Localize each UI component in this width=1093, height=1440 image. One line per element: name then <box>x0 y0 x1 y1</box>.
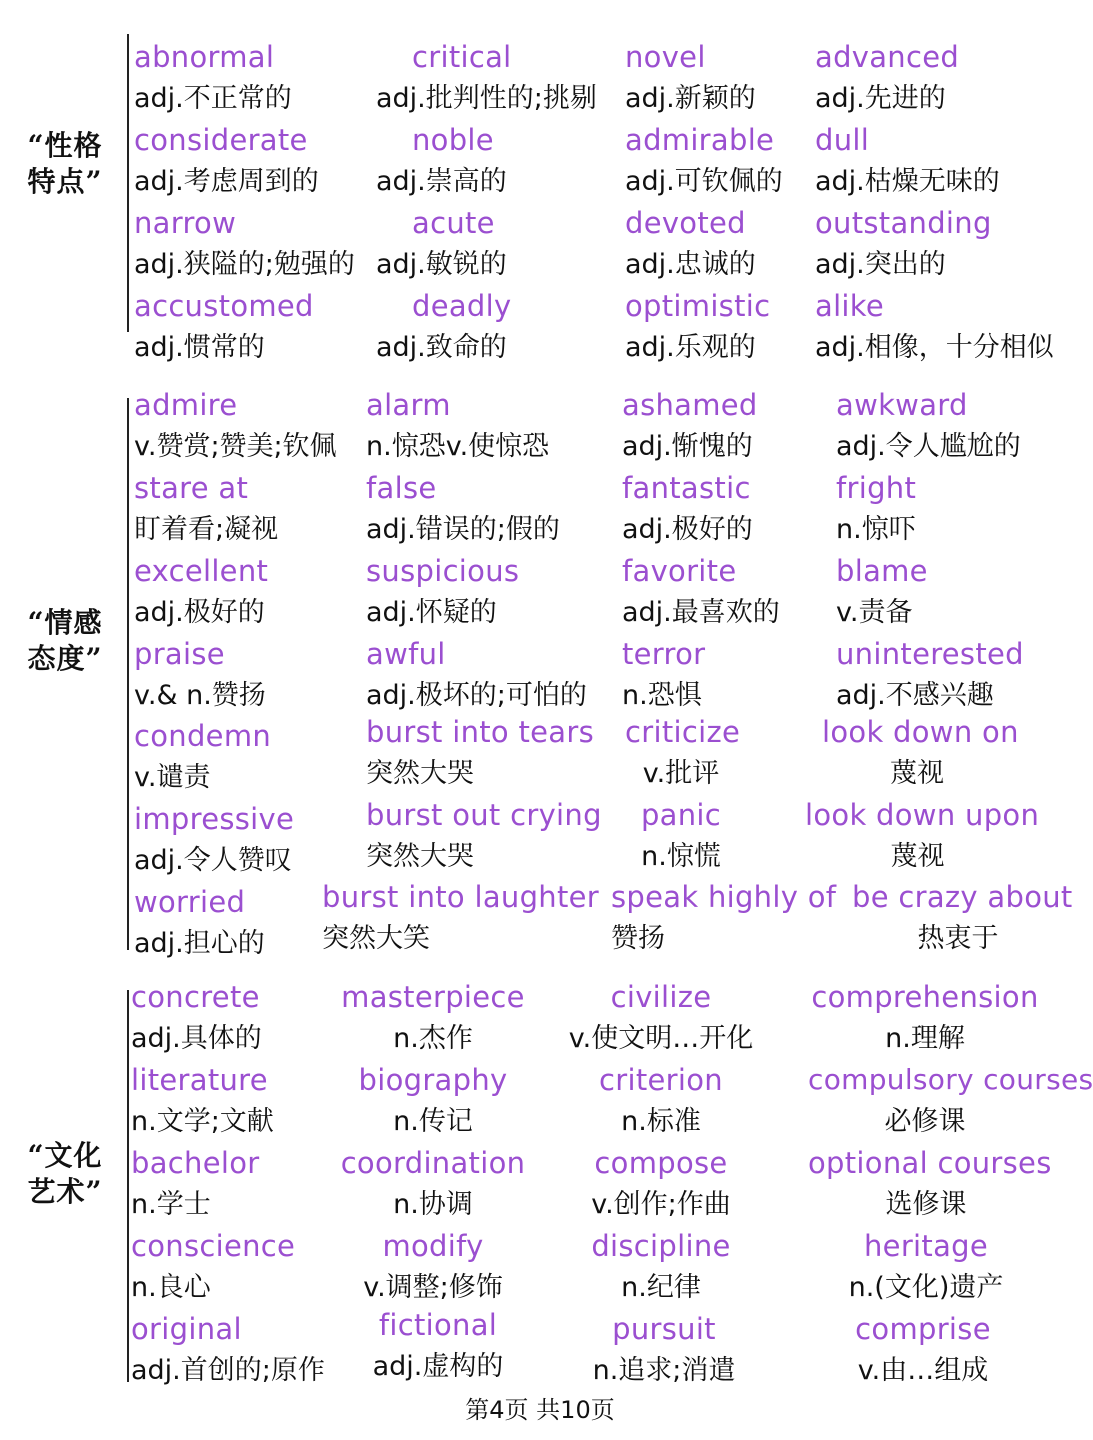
vocab-entry <box>134 286 314 368</box>
vocab-word: pursuit <box>612 1312 716 1346</box>
vocab-meaning: adj.首创的;原作 <box>131 1355 325 1386</box>
vocab-word: criticize <box>625 715 741 749</box>
vocab-word: impressive <box>134 802 295 836</box>
vocab-entry <box>622 385 758 467</box>
vocab-meaning: n.惊慌 <box>641 841 721 872</box>
vocab-entry <box>808 977 1042 1059</box>
vocab-word: literature <box>131 1063 268 1097</box>
vocab-entry <box>815 37 959 119</box>
vocab-entry <box>562 1060 760 1142</box>
vocab-entry <box>836 634 1024 716</box>
vocab-entry <box>808 1226 1044 1308</box>
vocab-word: awkward <box>836 388 968 422</box>
vocab-word: ashamed <box>622 388 758 422</box>
vocab-meaning: adj.批判性的;挑剔 <box>376 83 597 114</box>
vocab-word: uninterested <box>836 637 1024 671</box>
page-number: 第4页 共10页 <box>465 1396 615 1424</box>
vocab-word: modify <box>382 1229 484 1263</box>
vocab-meaning: 蔑视 <box>890 841 945 872</box>
vocab-word: suspicious <box>366 554 520 588</box>
section-divider <box>127 398 129 950</box>
vocab-meaning: v.谴责 <box>134 762 211 793</box>
vocab-entry <box>562 1143 760 1225</box>
vocab-entry <box>134 882 265 964</box>
vocab-word: coordination <box>340 1146 526 1180</box>
vocab-entry <box>131 1060 274 1142</box>
vocab-word: novel <box>625 40 706 74</box>
vocab-entry <box>366 712 594 794</box>
vocab-entry <box>836 468 916 550</box>
vocab-meaning: adj.令人赞叹 <box>134 845 292 876</box>
vocab-entry <box>836 385 1021 467</box>
vocab-entry <box>622 551 780 633</box>
vocab-word: praise <box>134 637 225 671</box>
vocab-entry <box>625 120 783 202</box>
vocab-word: burst out crying <box>366 798 602 832</box>
vocab-entry <box>134 385 337 467</box>
vocab-entry <box>376 203 507 285</box>
vocab-word: admirable <box>625 123 775 157</box>
vocab-word: burst into laughter <box>322 880 600 914</box>
vocab-word: burst into tears <box>366 715 594 749</box>
vocab-entry <box>808 1143 1052 1225</box>
category-label: “情感 态度” <box>27 606 103 675</box>
vocab-meaning: v.创作;作曲 <box>591 1189 731 1220</box>
vocab-word: speak highly of <box>611 880 837 914</box>
vocab-word: admire <box>134 388 238 422</box>
vocab-meaning: n.传记 <box>393 1106 473 1137</box>
vocab-entry <box>611 877 836 959</box>
vocab-word: favorite <box>622 554 737 588</box>
vocab-meaning: adj.忠诚的 <box>625 249 756 280</box>
vocab-meaning: adj.不正常的 <box>134 83 292 114</box>
vocab-word: panic <box>640 798 722 832</box>
vocab-word: deadly <box>412 289 512 323</box>
vocab-entry <box>376 286 511 368</box>
vocab-meaning: n.(文化)遗产 <box>848 1272 1004 1303</box>
vocab-word: comprise <box>855 1312 991 1346</box>
vocab-meaning: adj.错误的;假的 <box>366 514 560 545</box>
vocab-meaning: v.& n.赞扬 <box>134 680 266 711</box>
vocab-meaning: n.纪律 <box>621 1272 701 1303</box>
vocab-meaning: adj.致命的 <box>376 332 507 363</box>
vocab-meaning: adj.先进的 <box>815 83 946 114</box>
vocab-word: masterpiece <box>341 980 525 1014</box>
vocab-meaning: adj.新颖的 <box>625 83 756 114</box>
vocab-word: fright <box>836 471 917 505</box>
vocab-word: fictional <box>378 1308 498 1342</box>
vocab-meaning: adj.最喜欢的 <box>622 597 780 628</box>
vocab-entry <box>625 712 741 794</box>
vocab-entry <box>134 799 294 881</box>
vocab-entry <box>815 203 992 285</box>
vocab-meaning: adj.惭愧的 <box>622 431 753 462</box>
vocab-entry <box>131 1226 295 1308</box>
vocab-meaning: adj.不感兴趣 <box>836 680 994 711</box>
vocab-word: advanced <box>815 40 960 74</box>
category-label: “性格 特点” <box>27 129 103 198</box>
vocab-meaning: adj.考虑周到的 <box>134 166 319 197</box>
vocab-meaning: 盯着看;凝视 <box>134 514 279 545</box>
vocab-entry <box>805 795 1040 877</box>
vocab-entry <box>134 37 292 119</box>
vocab-word: discipline <box>591 1229 731 1263</box>
vocab-entry <box>131 1309 325 1391</box>
vocab-meaning: adj.乐观的 <box>625 332 756 363</box>
vocab-meaning: adj.极坏的;可怕的 <box>366 680 587 711</box>
vocab-word: accustomed <box>134 289 314 323</box>
vocab-meaning: n.惊恐v.使惊恐 <box>366 431 550 462</box>
vocab-entry <box>366 634 587 716</box>
vocab-word: outstanding <box>815 206 992 240</box>
vocab-entry <box>562 977 760 1059</box>
vocab-entry <box>134 468 278 550</box>
vocab-meaning: n.协调 <box>393 1189 473 1220</box>
vocab-entry <box>625 203 756 285</box>
vocab-entry <box>134 551 268 633</box>
vocab-entry <box>134 203 355 285</box>
vocab-word: critical <box>412 40 512 74</box>
vocab-entry <box>822 712 1019 794</box>
vocab-meaning: v.由…组成 <box>857 1355 989 1386</box>
vocab-entry <box>134 120 319 202</box>
vocab-word: alarm <box>366 388 451 422</box>
vocab-entry <box>366 551 519 633</box>
vocab-word: stare at <box>134 471 249 505</box>
vocab-word: acute <box>412 206 495 240</box>
vocab-entry <box>366 385 549 467</box>
vocab-word: biography <box>358 1063 508 1097</box>
vocab-word: narrow <box>134 206 237 240</box>
vocab-entry <box>562 1226 760 1308</box>
vocab-meaning: n.惊吓 <box>836 514 916 545</box>
vocab-word: devoted <box>625 206 746 240</box>
vocab-word: considerate <box>134 123 308 157</box>
vocab-word: concrete <box>131 980 260 1014</box>
vocab-entry <box>815 120 1000 202</box>
vocab-meaning: 选修课 <box>885 1189 967 1220</box>
category-label: “文化 艺术” <box>27 1139 103 1208</box>
vocab-meaning: adj.虚构的 <box>372 1351 504 1382</box>
vocab-word: condemn <box>134 719 272 753</box>
vocab-entry <box>808 1060 1093 1142</box>
vocab-word: false <box>366 471 437 505</box>
vocab-meaning: n.学士 <box>131 1189 211 1220</box>
vocab-meaning: adj.崇高的 <box>376 166 507 197</box>
vocab-entry <box>376 120 507 202</box>
vocab-entry <box>622 468 753 550</box>
vocab-meaning: 必修课 <box>884 1106 966 1137</box>
vocab-entry <box>340 1060 526 1142</box>
vocab-meaning: n.追求;消遣 <box>592 1355 736 1386</box>
vocab-meaning: adj.可钦佩的 <box>625 166 783 197</box>
vocab-word: awful <box>366 637 446 671</box>
section-divider <box>127 34 129 332</box>
vocab-word: alike <box>815 289 884 323</box>
vocab-meaning: adj.相像，十分相似 <box>815 332 1054 363</box>
vocab-word: noble <box>412 123 494 157</box>
vocab-entry <box>366 468 560 550</box>
vocab-word: excellent <box>134 554 269 588</box>
vocab-word: bachelor <box>131 1146 260 1180</box>
vocab-meaning: adj.狭隘的;勉强的 <box>134 249 355 280</box>
vocab-meaning: adj.担心的 <box>134 928 265 959</box>
vocab-word: be crazy about <box>852 880 1073 914</box>
section-divider <box>127 990 129 1382</box>
vocab-word: look down upon <box>805 798 1040 832</box>
vocab-entry <box>340 977 526 1059</box>
vocab-entry <box>815 286 1054 368</box>
vocab-word: comprehension <box>811 980 1039 1014</box>
vocab-entry <box>808 1309 1038 1391</box>
vocab-entry <box>131 1143 259 1225</box>
vocab-meaning: v.责备 <box>836 597 913 628</box>
vocab-meaning: adj.具体的 <box>131 1023 262 1054</box>
vocab-word: criterion <box>599 1063 723 1097</box>
vocab-entry <box>625 795 737 877</box>
vocab-entry <box>131 977 262 1059</box>
vocab-meaning: n.标准 <box>621 1106 701 1137</box>
vocab-meaning: n.杰作 <box>393 1023 473 1054</box>
vocab-entry <box>625 286 770 368</box>
vocab-word: look down on <box>822 715 1019 749</box>
vocab-meaning: 突然大哭 <box>366 841 474 872</box>
vocab-entry <box>625 37 756 119</box>
vocab-meaning: n.良心 <box>131 1272 211 1303</box>
vocab-meaning: adj.极好的 <box>134 597 265 628</box>
vocab-meaning: 突然大笑 <box>322 923 430 954</box>
vocab-word: conscience <box>131 1229 296 1263</box>
vocab-entry <box>852 877 1073 959</box>
vocab-meaning: 热衷于 <box>917 923 999 954</box>
vocab-entry <box>366 795 602 877</box>
vocab-meaning: 突然大哭 <box>366 758 474 789</box>
vocab-entry <box>836 551 928 633</box>
vocab-meaning: adj.极好的 <box>622 514 753 545</box>
vocab-meaning: adj.令人尴尬的 <box>836 431 1021 462</box>
vocab-meaning: adj.敏锐的 <box>376 249 507 280</box>
vocab-entry <box>346 1305 530 1387</box>
vocab-entry <box>322 877 599 959</box>
vocab-meaning: n.理解 <box>885 1023 965 1054</box>
vocab-entry <box>340 1143 526 1225</box>
vocab-entry <box>622 634 705 716</box>
vocab-word: dull <box>815 123 870 157</box>
vocab-word: blame <box>836 554 928 588</box>
vocab-entry <box>134 716 271 798</box>
vocab-word: compulsory courses <box>808 1063 1093 1096</box>
vocab-meaning: adj.惯常的 <box>134 332 265 363</box>
vocab-word: abnormal <box>134 40 275 74</box>
vocab-meaning: 蔑视 <box>890 758 944 789</box>
vocab-meaning: adj.突出的 <box>815 249 946 280</box>
vocab-meaning: n.恐惧 <box>622 680 702 711</box>
vocab-word: civilize <box>610 980 712 1014</box>
vocab-meaning: n.文学;文献 <box>131 1106 274 1137</box>
vocab-word: fantastic <box>622 471 751 505</box>
vocab-word: worried <box>134 885 246 919</box>
vocab-entry <box>562 1309 766 1391</box>
vocab-word: heritage <box>864 1229 988 1263</box>
vocab-meaning: adj.枯燥无味的 <box>815 166 1000 197</box>
vocab-word: terror <box>622 637 706 671</box>
vocab-meaning: v.使文明…开化 <box>568 1023 754 1054</box>
vocab-meaning: v.赞赏;赞美;钦佩 <box>134 431 337 462</box>
vocab-meaning: 赞扬 <box>611 923 665 954</box>
vocab-word: optional courses <box>808 1146 1052 1180</box>
vocab-entry <box>340 1226 526 1308</box>
vocab-word: original <box>131 1312 242 1346</box>
vocab-meaning: v.调整;修饰 <box>363 1272 503 1303</box>
vocab-word: optimistic <box>625 289 771 323</box>
vocab-entry <box>134 634 266 716</box>
vocab-word: compose <box>594 1146 728 1180</box>
vocab-meaning: v.批评 <box>642 758 720 789</box>
vocab-entry <box>376 37 597 119</box>
vocab-meaning: adj.怀疑的 <box>366 597 497 628</box>
